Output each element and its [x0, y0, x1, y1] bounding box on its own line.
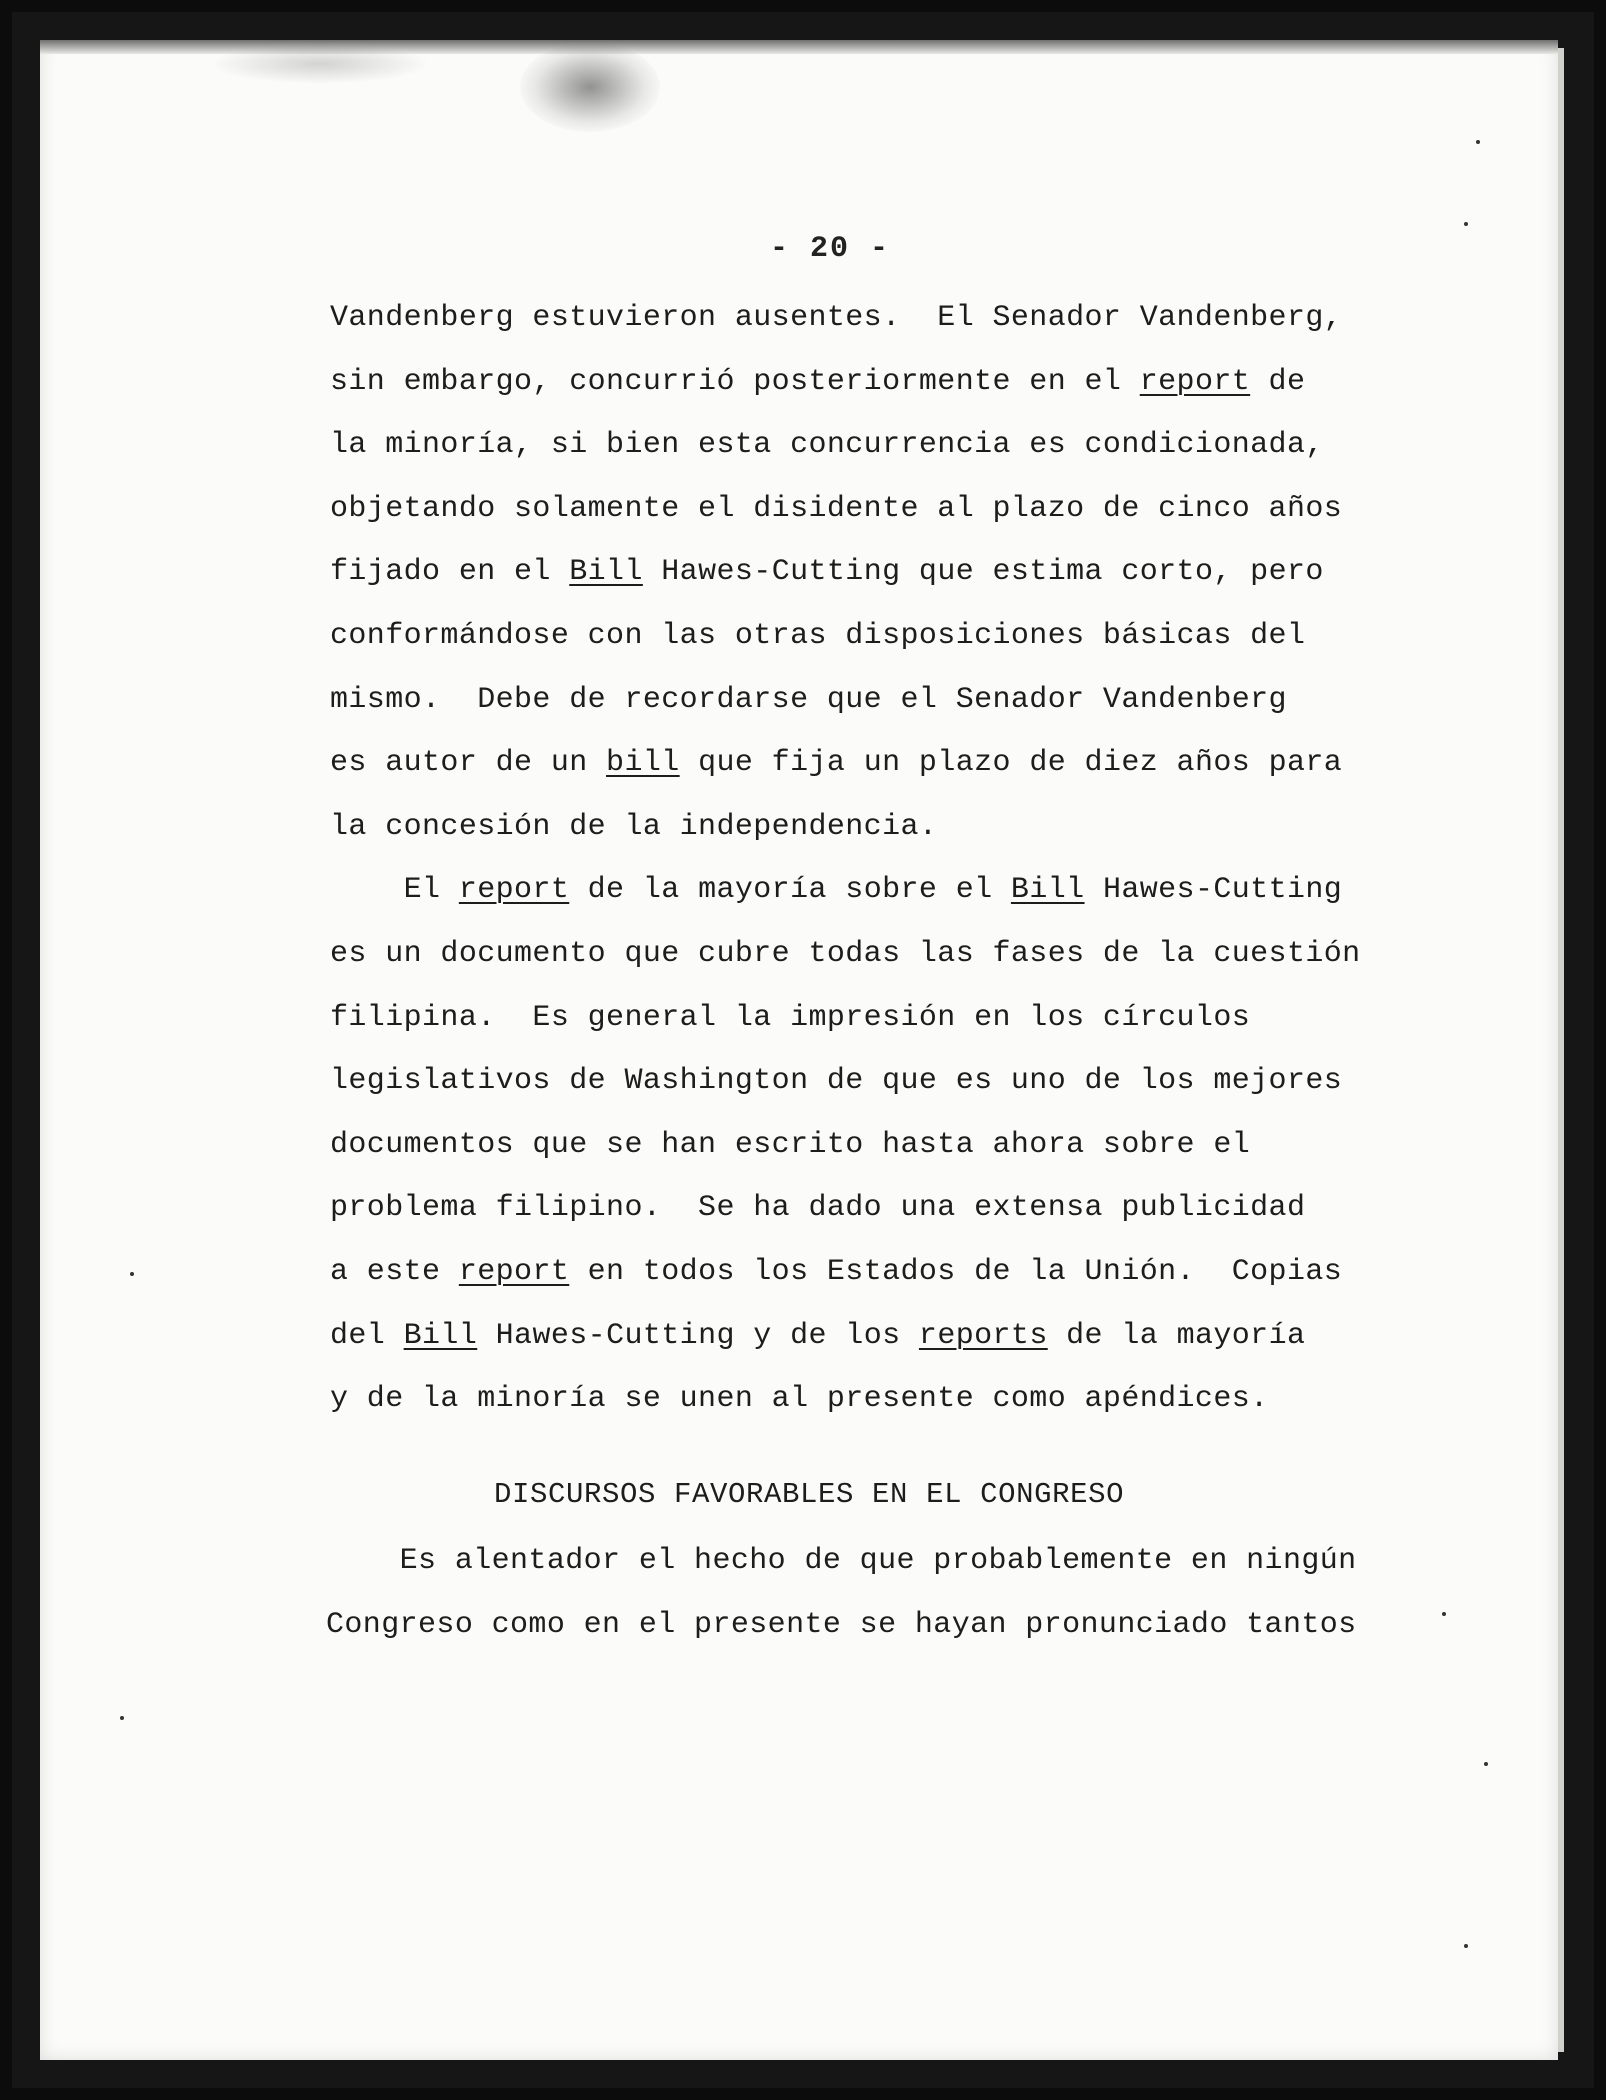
text-line: [330, 682, 1287, 718]
text-line: [330, 491, 1342, 527]
text-line: [330, 745, 1342, 781]
text-run: en todos los Estados de la Unión. Copias: [569, 1255, 1343, 1289]
text-line: [330, 554, 1324, 590]
text-run: mismo. Debe de recordarse que el Senador Vandenberg: [330, 682, 1287, 717]
text-line: [330, 1000, 1250, 1036]
underlined-term: report: [1139, 364, 1251, 399]
text-run: problema filipino. Se ha dado una extensa publicidad: [330, 1191, 1306, 1226]
text-run: que fija un plazo de diez años para: [679, 746, 1343, 781]
underlined-term: Bill: [1010, 873, 1085, 908]
speck: [120, 1716, 124, 1720]
text-run: la minoría, si bien esta concurrencia es condicionada,: [330, 428, 1324, 463]
typed-page: [40, 40, 1558, 2060]
page-edge: [1558, 48, 1564, 2052]
text-run: Hawes-Cutting: [1084, 873, 1343, 908]
text-run: objetando solamente el disidente al plazo de cinco años: [330, 491, 1343, 526]
text-line: [326, 1543, 1357, 1579]
text-run: fijado en el: [330, 555, 570, 590]
text-run: sin embargo, concurrió posteriormente en el: [330, 364, 1140, 399]
text-line: [330, 618, 1305, 654]
underlined-term: report: [458, 873, 570, 908]
text-run: a este: [330, 1255, 459, 1289]
text-line: [330, 1381, 1269, 1417]
text-run: conformándose con las otras disposiciones básicas del: [330, 619, 1306, 653]
text-line: [330, 936, 1361, 972]
text-line: [330, 1318, 1305, 1354]
text-run: la concesión de la independencia.: [330, 809, 938, 844]
speck: [1442, 1612, 1446, 1616]
text-run: es autor de un: [330, 746, 607, 781]
text-run: Es alentador el hecho de que probablemente en ningún: [326, 1544, 1357, 1578]
speck: [1484, 1762, 1488, 1766]
text-run: de la mayoría sobre el: [569, 873, 1011, 908]
text-line: [330, 1190, 1305, 1226]
text-line: [330, 364, 1305, 400]
text-run: Congreso como en el presente se hayan pronunciado tantos: [326, 1607, 1357, 1642]
ink-smudge: [210, 44, 430, 84]
text-line: [330, 300, 1342, 336]
text-line: [330, 427, 1324, 463]
text-run: Vandenberg estuvieron ausentes. El Senador Vandenberg,: [330, 301, 1343, 335]
text-run: El: [330, 873, 459, 908]
text-run: documentos que se han escrito hasta ahora sobre el: [330, 1127, 1251, 1162]
section-heading: DISCURSOS FAVORABLES EN EL CONGRESO: [494, 1478, 1125, 1511]
text-line: [330, 1063, 1342, 1099]
speck: [1464, 222, 1468, 226]
underlined-term: report: [458, 1255, 570, 1289]
underlined-term: reports: [918, 1318, 1048, 1353]
text-line: [326, 1607, 1357, 1643]
text-line: [330, 1127, 1250, 1163]
text-line: [330, 809, 937, 845]
speck: [1464, 1944, 1468, 1948]
page-number: - 20 -: [770, 232, 891, 266]
ink-smudge: [520, 42, 660, 132]
text-line: [330, 872, 1342, 908]
speck: [130, 1272, 134, 1276]
text-line: [330, 1254, 1342, 1290]
underlined-term: Bill: [569, 555, 643, 590]
underlined-term: bill: [606, 746, 680, 781]
underlined-term: Bill: [403, 1318, 478, 1353]
text-run: es un documento que cubre todas las fases de la cuestión: [330, 937, 1361, 971]
text-run: y de la minoría se unen al presente como apéndices.: [330, 1382, 1269, 1417]
text-run: del: [330, 1318, 404, 1353]
text-run: Hawes-Cutting y de los: [477, 1318, 919, 1353]
text-run: de la mayoría: [1047, 1318, 1306, 1353]
text-run: Hawes-Cutting que estima corto, pero: [642, 555, 1324, 590]
text-run: legislativos de Washington de que es uno de los mejores: [330, 1064, 1343, 1099]
speck: [1476, 140, 1480, 144]
text-run: de: [1250, 364, 1306, 399]
text-run: filipina. Es general la impresión en los círculos: [330, 1000, 1251, 1035]
